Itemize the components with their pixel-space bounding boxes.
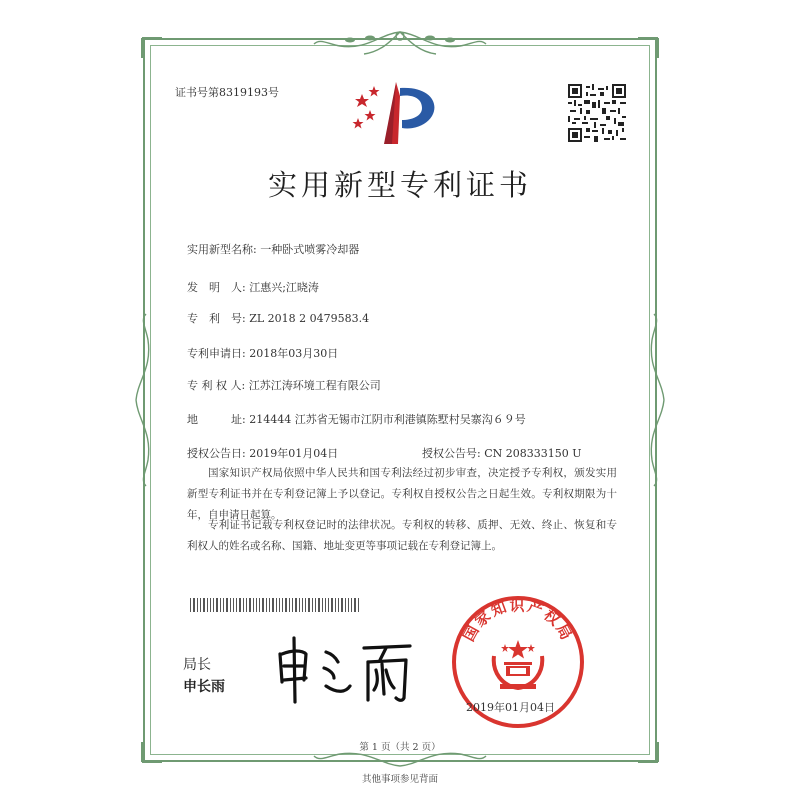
field-utility-model-name xyxy=(187,241,359,257)
top-ornament xyxy=(310,26,490,60)
certificate-number: 证书号第8319193号 xyxy=(175,86,279,99)
field-label: 专利申请日: xyxy=(187,347,246,360)
field-value: 214444 江苏省无锡市江阴市利港镇陈墅村吴寨沟６９号 xyxy=(249,413,526,426)
field-value: 2019年01月04日 xyxy=(249,447,339,460)
director-signature xyxy=(268,630,418,710)
field-patentee xyxy=(187,377,381,393)
seal-date: 2019年01月04日 xyxy=(466,701,555,714)
corner-ornament-tl xyxy=(140,36,164,60)
field-label: 专 利 权 人: xyxy=(187,379,246,392)
field-value: 江惠兴;江晓涛 xyxy=(249,281,319,294)
director-title: 局长 xyxy=(183,657,211,673)
field-label: 授权公告日: xyxy=(187,447,246,460)
field-label: 地 址: xyxy=(187,413,246,426)
body-paragraph-1: 国家知识产权局依照中华人民共和国专利法经过初步审查，决定授予专利权，颁发实用新型专利证书并在专利登记簿上予以登记。专利权自授权公告之日起生效。专利权期限为十年，自申请日起算。 xyxy=(187,467,617,521)
field-label: 专 利 号: xyxy=(187,312,246,325)
qr-code xyxy=(568,84,626,142)
field-address xyxy=(187,411,526,427)
patent-office-logo xyxy=(348,78,444,148)
body-paragraph-2: 专利证书记载专利权登记时的法律状况。专利权的转移、质押、无效、终止、恢复和专利权人的姓名或名称、国籍、地址变更等事项记载在专利登记簿上。 xyxy=(187,519,617,552)
field-application-date xyxy=(187,345,338,361)
left-ornament xyxy=(128,310,158,490)
field-label: 实用新型名称: xyxy=(187,243,257,256)
announcement-number: 授权公告号: CN 208333150 U xyxy=(422,447,582,460)
field-grant-date xyxy=(187,445,338,461)
field-value: 2018年03月30日 xyxy=(249,347,339,360)
director-name: 申长雨 xyxy=(183,679,225,695)
certificate-title: 实用新型专利证书 xyxy=(267,168,532,202)
national-emblem xyxy=(494,640,543,689)
right-ornament xyxy=(642,310,672,490)
field-label: 发 明 人: xyxy=(187,281,246,294)
page-number: 第 1 页（共 2 页） xyxy=(359,742,441,753)
field-value: 江苏江涛环境工程有限公司 xyxy=(248,379,381,392)
footer-note: 其他事项参见背面 xyxy=(361,774,438,785)
barcode-strip xyxy=(190,598,360,612)
field-value: 一种卧式喷雾冷却器 xyxy=(260,243,360,256)
corner-ornament-tr xyxy=(636,36,660,60)
seal-text: 国家知识产权局 xyxy=(459,596,577,645)
field-value: ZL 2018 2 0479583.4 xyxy=(249,312,370,325)
field-inventors xyxy=(187,279,319,295)
field-patent-number xyxy=(187,310,369,326)
svg-text:国家知识产权局 xyxy=(460,596,577,644)
